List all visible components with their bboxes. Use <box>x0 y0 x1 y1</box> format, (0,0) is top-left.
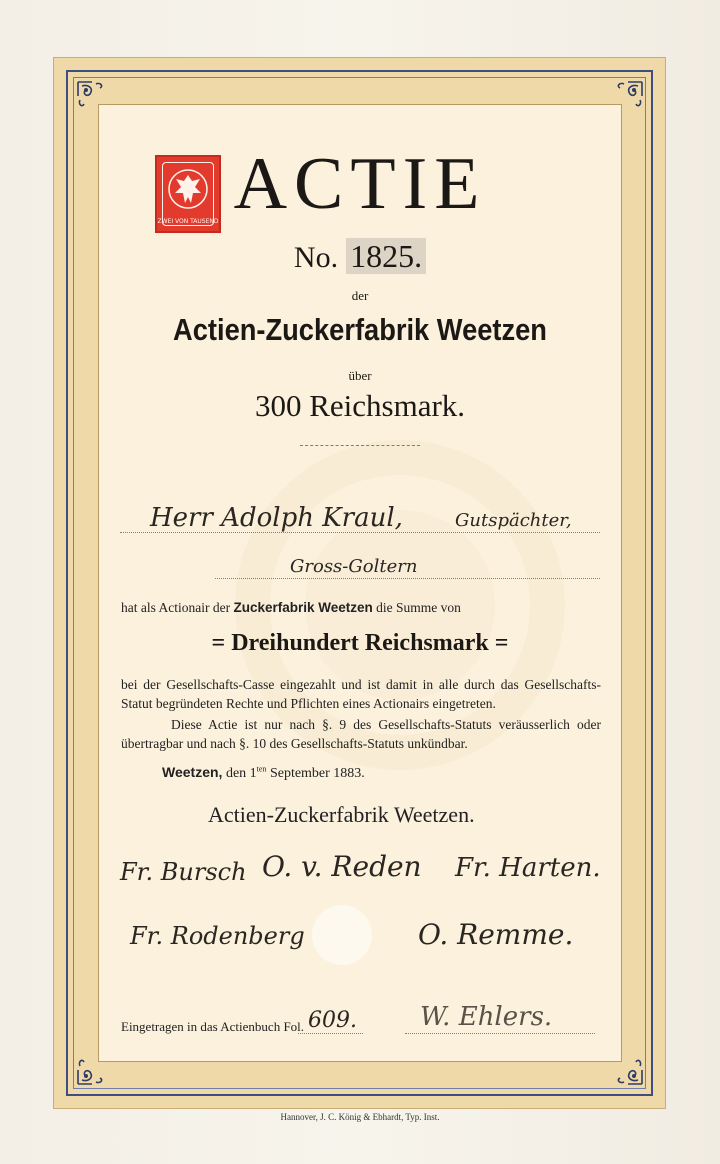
body-line1-bold: Zuckerfabrik Weetzen <box>233 600 373 615</box>
body-line1 <box>121 600 601 616</box>
certificate-number <box>98 238 622 275</box>
certificate-title: ACTIE <box>233 143 487 225</box>
signatures-heading: Actien-Zuckerfabrik Weetzen. <box>208 802 475 827</box>
signature-5: O. Remme. <box>418 918 574 951</box>
folio-line <box>298 1033 363 1034</box>
watermark-dot <box>312 905 372 965</box>
date-day: 1 <box>249 766 257 781</box>
date-place: Weetzen, <box>162 764 223 780</box>
signature-3: Fr. Harten. <box>455 853 601 883</box>
corner-ornament-icon <box>74 78 114 118</box>
signature-2: O. v. Reden <box>262 850 422 883</box>
signature-4: Fr. Rodenberg <box>130 922 305 950</box>
issue-date <box>162 764 365 782</box>
sum-in-words: = Dreihundert Reichsmark = <box>211 630 509 656</box>
body-paragraph-2: Diese Actie ist nur nach §. 9 des Gesellschafts-Statuts veräusserlich oder übertragbar und nach §. 10 des Gesellschafts-Statuts unkündbar. <box>121 717 601 751</box>
date-den: den <box>225 766 247 781</box>
holder-line <box>120 532 600 533</box>
registry-label: Eingetragen in das Actienbuch Fol. <box>121 1019 305 1034</box>
printer-imprint: Hannover, J. C. König & Ebhardt, Typ. Inst. <box>280 1112 440 1122</box>
holder-place: Gross-Goltern <box>290 556 418 577</box>
divider <box>300 445 420 446</box>
number-value: 1825. <box>346 238 426 274</box>
stamp-text: ZWEI VON TAUSEND <box>157 218 219 225</box>
holder-occupation: Gutspächter, <box>455 510 572 531</box>
holder-name: Herr Adolph Kraul, <box>150 503 403 533</box>
word-der: der <box>351 288 369 303</box>
corner-ornament-icon <box>606 1048 646 1088</box>
share-amount: 300 Reichsmark. <box>254 388 466 423</box>
body-paragraph-1: bei der Gesellschafts-Casse eingezahlt und ist damit in alle durch das Gesellschafts-Statut begründeten Rechte und Pflichten eines Actionairs eingetreten. <box>121 677 601 711</box>
body-line1-pre: hat als Actionair der <box>121 600 234 615</box>
date-day-suffix: ten <box>256 764 267 774</box>
company-name: Actien-Zuckerfabrik Weetzen <box>173 312 547 347</box>
place-line <box>215 578 600 579</box>
body-line1-post: die Summe von <box>372 600 461 615</box>
date-month-year: September 1883. <box>269 766 365 781</box>
number-label: No. <box>293 241 339 274</box>
registry-clerk: W. Ehlers. <box>420 1002 553 1032</box>
corner-ornament-icon <box>74 1048 114 1088</box>
clerk-line <box>405 1033 595 1034</box>
word-ueber: über <box>348 368 372 383</box>
corner-ornament-icon <box>606 78 646 118</box>
registry-folio: 609. <box>308 1008 357 1033</box>
signature-1: Fr. Bursch <box>120 858 247 886</box>
